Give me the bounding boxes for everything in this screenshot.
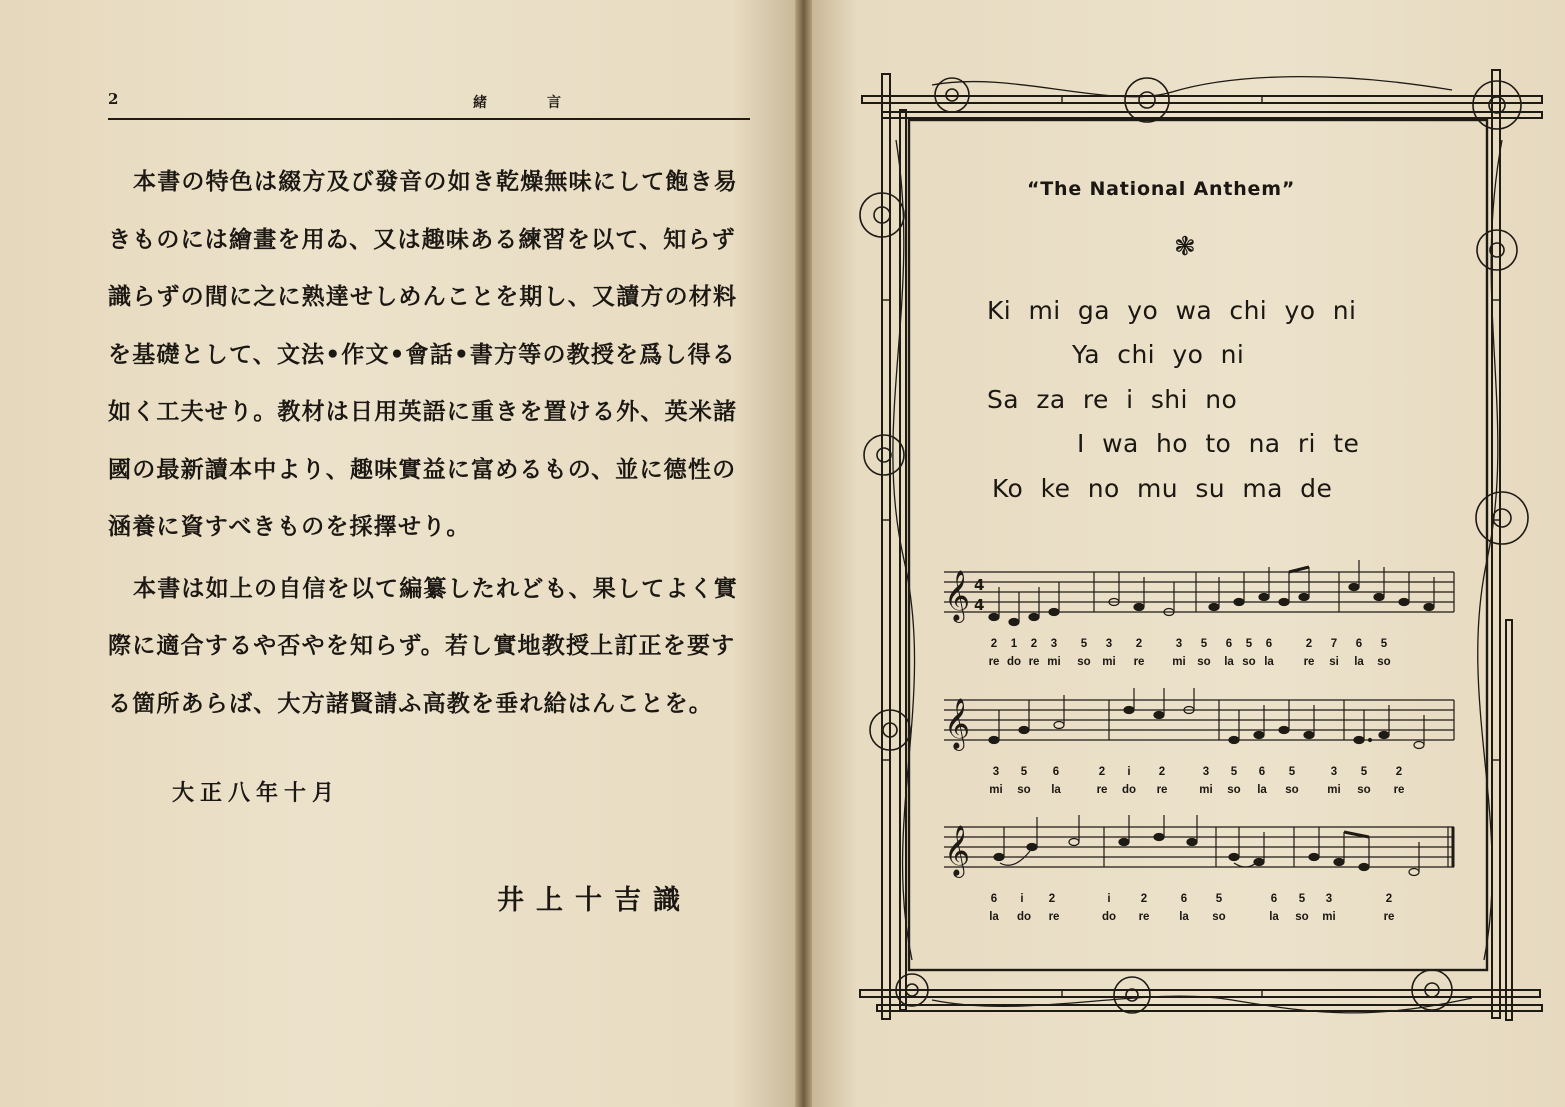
lyric-line: Sa za re i shi no — [987, 385, 1238, 414]
lyric-line: Ya chi yo ni — [1072, 340, 1245, 369]
book-gutter — [795, 0, 812, 1107]
preface-date: 大正八年十月 — [172, 781, 341, 806]
lyric-line: Ki mi ga yo wa chi yo ni — [987, 296, 1357, 325]
svg-text:𝄞: 𝄞 — [944, 698, 971, 749]
music-staff-3 — [934, 815, 1464, 945]
text-line: 如く工夫せり。教材は日用英語に重きを置ける外、英米諸 — [108, 399, 738, 425]
text-line: 本書は如上の自信を以て編纂したれども、果してよく實 — [133, 575, 738, 602]
text-line: 國の最新讀本中より、趣味實益に富めるもの、並に德性の — [108, 456, 737, 483]
number-notation-row: 6 i 2 i 2 6 5 6 5 3 2 — [990, 893, 1393, 905]
text-line: 本書の特色は綴方及び發音の如き乾燥無味にして飽き易 — [133, 169, 738, 195]
solfa-row: mi so la re do re mi so la so mi so re — [989, 784, 1405, 796]
lyric-line: I wa ho to na ri te — [1077, 429, 1360, 458]
text-line: る箇所あらば、大方諸賢請ふ高教を垂れ給はんことを。 — [108, 690, 713, 717]
staff-notation — [934, 560, 1464, 636]
text-line: 際に適合するや否やを知らず。若し實地教授上訂正を要す — [108, 633, 736, 659]
right-page — [812, 0, 1565, 1107]
text-line: 涵養に資すべきものを採擇せり。 — [108, 514, 471, 540]
lyric-line: Ko ke no mu su ma de — [992, 474, 1333, 503]
number-notation-row: 3 5 6 2 i 2 3 5 6 5 3 5 2 — [992, 766, 1403, 778]
time-signature-bottom: 4 — [974, 596, 985, 614]
anthem-title: “The National Anthem” — [1027, 178, 1296, 200]
svg-text:𝄞: 𝄞 — [944, 570, 971, 621]
staff-notation — [934, 815, 1464, 891]
music-staff-1 — [934, 560, 1464, 690]
running-head — [108, 88, 750, 120]
number-notation-row: 2 1 2 3 5 3 2 3 5 6 5 6 2 7 6 5 — [990, 638, 1388, 650]
author-signature: 井上十吉識 — [497, 885, 692, 916]
running-title: 緒言 — [473, 95, 621, 111]
time-signature-top: 4 — [974, 576, 985, 594]
solfa-row: la do re do re la so la so mi re — [989, 911, 1395, 923]
page-number: 2 — [108, 90, 119, 108]
text-line: を基礎として、文法•作文•會話•書方等の教授を爲し得る — [108, 341, 737, 368]
preface-text — [108, 160, 753, 739]
text-line: きものには繪畫を用ゐ、又は趣味ある練習を以て、知らず — [108, 226, 736, 253]
staff-notation — [934, 688, 1464, 764]
music-staff-2 — [934, 688, 1464, 818]
solfa-row: re do re mi so mi re mi so la so la re si la so — [988, 656, 1391, 668]
svg-text:𝄞: 𝄞 — [944, 825, 971, 876]
chrysanthemum-ornament-icon: ❃ — [1174, 232, 1196, 262]
text-line: 識らずの間に之に熟達せしめんことを期し、又讀方の材料 — [108, 284, 738, 310]
